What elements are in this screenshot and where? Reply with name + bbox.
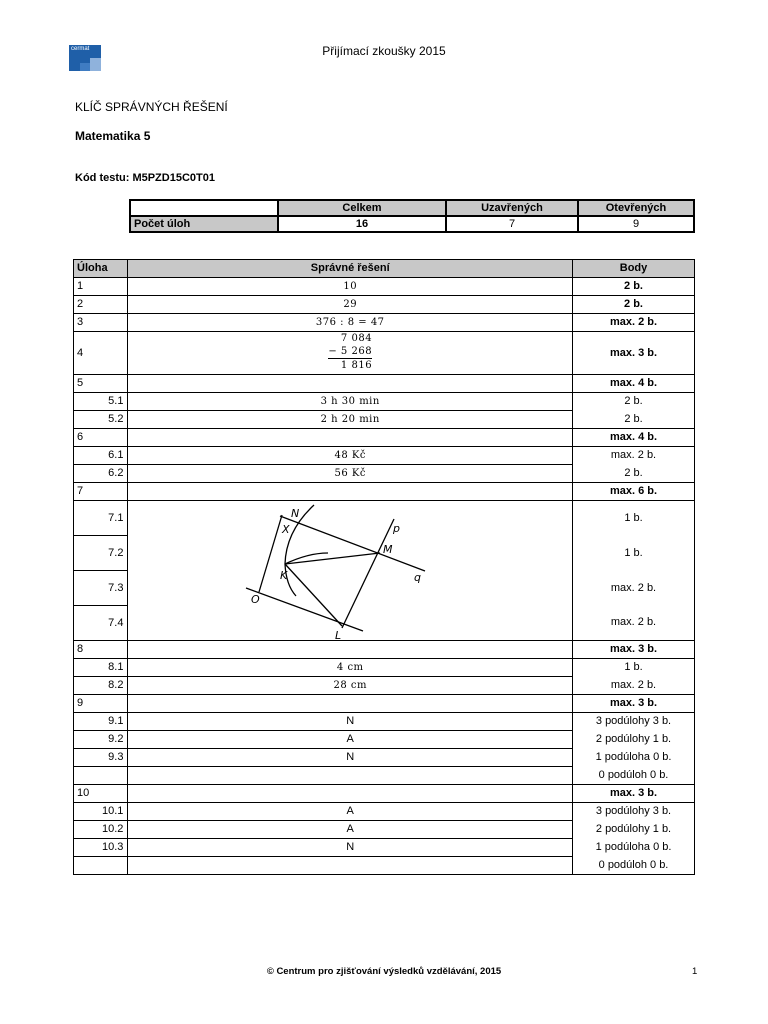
solution: 4 cm bbox=[128, 659, 573, 677]
points: max. 6 b. bbox=[573, 483, 695, 501]
header-task: Úloha bbox=[74, 260, 128, 278]
points: max. 3 b. bbox=[573, 695, 695, 713]
summary-total: 16 bbox=[278, 216, 446, 232]
table-row bbox=[74, 857, 695, 875]
header-points: Body bbox=[573, 260, 695, 278]
label-x: X bbox=[282, 523, 290, 536]
task-id: 4 bbox=[74, 332, 128, 375]
summary-row bbox=[130, 216, 694, 232]
logo-text: cermat bbox=[71, 46, 90, 52]
segment-kl bbox=[285, 564, 342, 626]
table-row bbox=[74, 483, 695, 501]
subtask-id: 7.2 bbox=[74, 536, 128, 571]
table-row bbox=[74, 839, 695, 857]
header-solution: Správné řešení bbox=[128, 260, 573, 278]
solution: A bbox=[128, 821, 573, 839]
table-row bbox=[74, 659, 695, 677]
summary-header-closed: Uzavřených bbox=[446, 200, 578, 216]
table-row bbox=[74, 296, 695, 314]
summary-header-total: Celkem bbox=[278, 200, 446, 216]
table-row bbox=[74, 731, 695, 749]
subtask-id: 7.4 bbox=[74, 606, 128, 641]
subtask-id: 6.1 bbox=[74, 447, 128, 465]
points: 1 b. bbox=[573, 536, 695, 571]
task-id: 10 bbox=[74, 785, 128, 803]
solution: 28 cm bbox=[128, 677, 573, 695]
points: max. 2 b. bbox=[573, 571, 695, 606]
points: 0 podúloh 0 b. bbox=[573, 857, 695, 875]
label-o: O bbox=[251, 593, 261, 606]
solution: 376 : 8 = 47 bbox=[128, 314, 573, 332]
subtask-id: 8.2 bbox=[74, 677, 128, 695]
label-q: q bbox=[414, 571, 422, 584]
points: 3 podúlohy 3 b. bbox=[573, 803, 695, 821]
points: max. 2 b. bbox=[573, 447, 695, 465]
footer-copyright: © Centrum pro zjišťování výsledků vzdělávání, 2015 bbox=[266, 966, 502, 977]
summary-header-row bbox=[130, 200, 694, 216]
construction-figure-cell bbox=[128, 501, 573, 641]
subtask-id: 10.1 bbox=[74, 803, 128, 821]
label-m: M bbox=[383, 543, 393, 556]
summary-corner bbox=[130, 200, 278, 216]
points: 2 b. bbox=[573, 411, 695, 429]
points: max. 4 b. bbox=[573, 429, 695, 447]
subtask-id: 9.2 bbox=[74, 731, 128, 749]
points: max. 2 b. bbox=[573, 314, 695, 332]
table-row bbox=[74, 785, 695, 803]
table-row bbox=[74, 713, 695, 731]
points: max. 3 b. bbox=[573, 332, 695, 375]
solution: 3 h 30 min bbox=[128, 393, 573, 411]
subtask-id: 5.2 bbox=[74, 411, 128, 429]
label-l: L bbox=[335, 629, 342, 640]
table-row bbox=[74, 695, 695, 713]
key-title: KLÍČ SPRÁVNÝCH ŘEŠENÍ bbox=[75, 100, 228, 114]
subtraction-minuend: 7 084 bbox=[340, 333, 373, 344]
points: 2 b. bbox=[573, 296, 695, 314]
task-id: 3 bbox=[74, 314, 128, 332]
solution: 48 Kč bbox=[128, 447, 573, 465]
points: 1 podúloha 0 b. bbox=[573, 839, 695, 857]
table-row bbox=[74, 314, 695, 332]
table-row bbox=[74, 375, 695, 393]
summary-open: 9 bbox=[578, 216, 694, 232]
summary-table bbox=[129, 199, 695, 233]
subject-title: Matematika 5 bbox=[75, 129, 151, 143]
table-row bbox=[74, 332, 695, 375]
label-p: p bbox=[393, 522, 401, 535]
points: 2 b. bbox=[573, 278, 695, 296]
task-id: 8 bbox=[74, 641, 128, 659]
table-row bbox=[74, 821, 695, 839]
task-id: 5 bbox=[74, 375, 128, 393]
subtraction-result: 1 816 bbox=[340, 360, 373, 371]
subtask-id: 9.3 bbox=[74, 749, 128, 767]
solution: N bbox=[128, 749, 573, 767]
table-row bbox=[74, 803, 695, 821]
points: 1 b. bbox=[573, 659, 695, 677]
subtask-id: 10.3 bbox=[74, 839, 128, 857]
points: 2 b. bbox=[573, 465, 695, 483]
line-p bbox=[342, 519, 394, 628]
solution-subtraction bbox=[128, 332, 573, 375]
subtask-id: 8.1 bbox=[74, 659, 128, 677]
task-id: 2 bbox=[74, 296, 128, 314]
solution: N bbox=[128, 713, 573, 731]
geometry-construction bbox=[128, 501, 568, 640]
table-row bbox=[74, 393, 695, 411]
subtask-id: 10.2 bbox=[74, 821, 128, 839]
points: 0 podúloh 0 b. bbox=[573, 767, 695, 785]
points: 3 podúlohy 3 b. bbox=[573, 713, 695, 731]
points: 1 b. bbox=[573, 501, 695, 536]
solution: 2 h 20 min bbox=[128, 411, 573, 429]
table-row bbox=[74, 767, 695, 785]
table-row bbox=[74, 411, 695, 429]
summary-closed: 7 bbox=[446, 216, 578, 232]
solution: 10 bbox=[128, 278, 573, 296]
solution: 56 Kč bbox=[128, 465, 573, 483]
points: 2 podúlohy 1 b. bbox=[573, 821, 695, 839]
subtask-id: 7.1 bbox=[74, 501, 128, 536]
page-header-title: Přijímací zkoušky 2015 bbox=[322, 44, 446, 58]
table-header-row bbox=[74, 260, 695, 278]
points: max. 2 b. bbox=[573, 677, 695, 695]
points: 2 b. bbox=[573, 393, 695, 411]
answer-key-table bbox=[73, 259, 695, 875]
table-row bbox=[74, 677, 695, 695]
solution: N bbox=[128, 839, 573, 857]
line-q bbox=[280, 516, 425, 571]
line-ol bbox=[246, 588, 363, 631]
task-id: 7 bbox=[74, 483, 128, 501]
points: 1 podúloha 0 b. bbox=[573, 749, 695, 767]
points: 2 podúlohy 1 b. bbox=[573, 731, 695, 749]
label-n: N bbox=[291, 507, 300, 520]
task-id: 9 bbox=[74, 695, 128, 713]
points: max. 3 b. bbox=[573, 785, 695, 803]
label-k: K bbox=[280, 569, 288, 582]
table-row bbox=[74, 447, 695, 465]
solution: 29 bbox=[128, 296, 573, 314]
arc-small bbox=[285, 553, 328, 564]
table-row bbox=[74, 465, 695, 483]
test-code: Kód testu: M5PZD15C0T01 bbox=[75, 172, 215, 184]
table-row bbox=[74, 501, 695, 536]
solution: A bbox=[128, 803, 573, 821]
points: max. 3 b. bbox=[573, 641, 695, 659]
subtask-id: 9.1 bbox=[74, 713, 128, 731]
points: max. 4 b. bbox=[573, 375, 695, 393]
line-xo bbox=[259, 515, 282, 592]
page-number: 1 bbox=[692, 966, 698, 977]
solution: A bbox=[128, 731, 573, 749]
subtask-id: 5.1 bbox=[74, 393, 128, 411]
table-row bbox=[74, 278, 695, 296]
arc-construction bbox=[285, 505, 314, 596]
task-id: 6 bbox=[74, 429, 128, 447]
table-row bbox=[74, 749, 695, 767]
subtask-id: 6.2 bbox=[74, 465, 128, 483]
subtask-id: 7.3 bbox=[74, 571, 128, 606]
task-id: 1 bbox=[74, 278, 128, 296]
table-row bbox=[74, 641, 695, 659]
subtraction-subtrahend: − 5 268 bbox=[328, 346, 373, 357]
summary-row-label: Počet úloh bbox=[130, 216, 278, 232]
summary-header-open: Otevřených bbox=[578, 200, 694, 216]
points: max. 2 b. bbox=[573, 606, 695, 641]
table-row bbox=[74, 429, 695, 447]
